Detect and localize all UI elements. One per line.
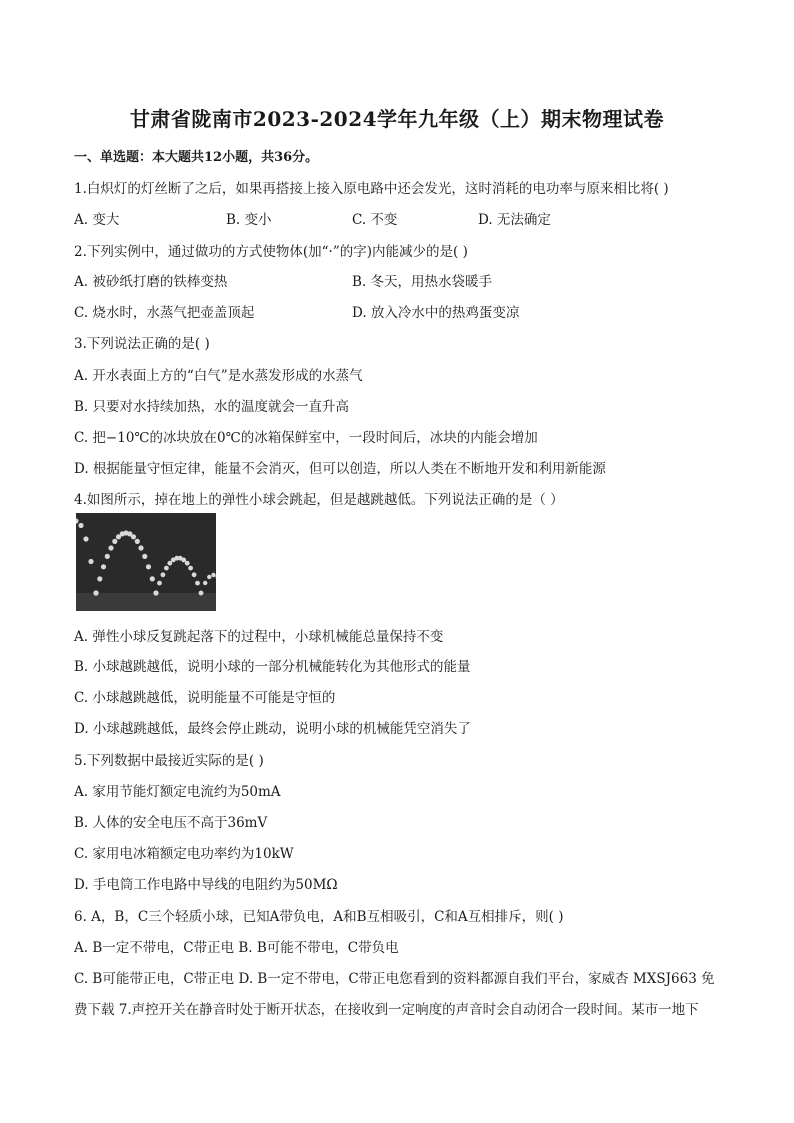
question-6-options-cd: C. B可能带正电，C带正电 D. B一定不带电，C带正电您看到的资料都源自我们平台，家威杏 MXSJ663 免	[74, 971, 715, 987]
ball-dot	[157, 581, 162, 586]
ball-dot	[150, 576, 155, 581]
question-4-option-c: C. 小球越跳越低，说明能量不可能是守恒的	[74, 690, 336, 706]
question-3-option-b: B. 只要对水持续加热，水的温度就会一直升高	[74, 399, 350, 415]
question-5-option-d: D. 手电筒工作电路中导线的电阻约为50MΩ	[74, 877, 338, 893]
ball-dot	[83, 536, 88, 541]
question-1-option-d: D. 无法确定	[478, 212, 551, 228]
ball-dot	[112, 539, 117, 544]
exam-title: 甘肃省陇南市2023-2024学年九年级（上）期末物理试卷	[129, 107, 665, 131]
question-1-stem: 1.白炽灯的灯丝断了之后，如果再搭接上接入原电路中还会发光，这时消耗的电功率与原来相比将( )	[74, 181, 669, 197]
ball-dot	[131, 534, 136, 539]
question-1-option-b: B. 变小	[226, 212, 272, 228]
ball-dot	[203, 581, 207, 585]
ball-dot	[146, 564, 151, 569]
question-6-options-ab: A. B一定不带电，C带正电 B. B可能不带电，C带负电	[74, 940, 399, 956]
question-6-stem: 6. A，B，C三个轻质小球，已知A带负电，A和B互相吸引，C和A互相排斥，则( )	[74, 909, 564, 925]
ball-dot	[167, 561, 172, 566]
question-5-option-b: B. 人体的安全电压不高于36mV	[74, 815, 268, 831]
ball-dot	[188, 566, 193, 571]
question-3-option-a: A. 开水表面上方的“白气”是水蒸发形成的水蒸气	[74, 368, 363, 384]
question-7-start: 费下载 7.声控开关在静音时处于断开状态，在接收到一定响度的声音时会自动闭合一段时间。某市一地下	[74, 1002, 699, 1018]
section-heading: 一、单选题：本大题共12小题，共36分。	[74, 150, 319, 165]
ball-dot	[135, 539, 140, 544]
ball-dot	[108, 545, 113, 550]
ball-dot	[195, 581, 200, 586]
ball-dot	[185, 561, 190, 566]
ball-dot	[181, 558, 186, 563]
question-4-option-d: D. 小球越跳越低，最终会停止跳动，说明小球的机械能凭空消失了	[74, 721, 471, 737]
question-2-option-d: D. 放入冷水中的热鸡蛋变凉	[352, 305, 520, 321]
ball-dot	[199, 591, 203, 595]
ball-dot	[142, 554, 147, 559]
ball-dot	[88, 559, 93, 564]
question-4-stem: 4.如图所示，掉在地上的弹性小球会跳起，但是越跳越低。下列说法正确的是（ ）	[74, 492, 564, 508]
ball-dot	[138, 545, 143, 550]
ball-dot	[105, 554, 110, 559]
ball-dot	[154, 591, 159, 596]
bouncing-ball-photo	[76, 513, 216, 611]
ball-dot	[211, 573, 215, 577]
ball-dot	[164, 566, 169, 571]
question-2-option-a: A. 被砂纸打磨的铁棒变热	[74, 274, 228, 290]
ball-dot	[161, 572, 166, 577]
question-3-option-d: D. 根据能量守恒定律，能量不会消灭，但可以创造，所以人类在不断地开发和利用新能源	[74, 461, 606, 477]
question-4-option-b: B. 小球越跳越低，说明小球的一部分机械能转化为其他形式的能量	[74, 659, 471, 675]
question-2-option-b: B. 冬天，用热水袋暖手	[352, 274, 493, 290]
question-2-stem: 2.下列实例中，通过做功的方式使物体(加“·”的字)内能减少的是( )	[74, 244, 468, 260]
ball-dot	[192, 572, 197, 577]
bouncing-ball-illustration	[76, 513, 216, 611]
question-5-option-c: C. 家用电冰箱额定电功率约为10kW	[74, 846, 294, 862]
question-5-option-a: A. 家用节能灯额定电流约为50mA	[74, 784, 281, 800]
question-5-stem: 5.下列数据中最接近实际的是( )	[74, 753, 264, 769]
ball-dot	[78, 523, 83, 528]
question-1-option-c: C. 不变	[352, 212, 398, 228]
ball-dot	[97, 576, 102, 581]
ball-dot	[93, 590, 98, 595]
question-2-option-c: C. 烧水时，水蒸气把壶盖顶起	[74, 305, 255, 321]
question-4-option-a: A. 弹性小球反复跳起落下的过程中，小球机械能总量保持不变	[74, 629, 444, 645]
ball-dot	[101, 564, 106, 569]
question-3-stem: 3.下列说法正确的是( )	[74, 336, 210, 352]
question-1-option-a: A. 变大	[74, 212, 120, 228]
ball-dot	[207, 575, 211, 579]
question-3-option-c: C. 把−10℃的冰块放在0℃的冰箱保鲜室中，一段时间后，冰块的内能会增加	[74, 430, 538, 446]
